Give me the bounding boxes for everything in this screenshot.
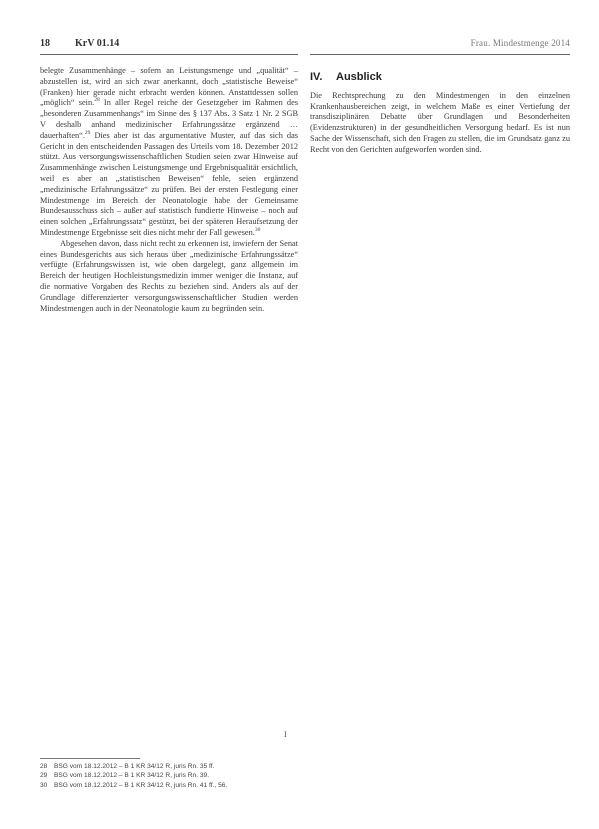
footnotes (40, 762, 340, 790)
footnote-text: BSG vom 18.12.2012 – B 1 KR 34/12 R, juris Rn. 41 ff., 56. (54, 781, 228, 789)
footnote-number: 29 (40, 772, 48, 780)
footnote-ref[interactable]: 29 (84, 130, 91, 137)
header-rule-right (310, 54, 570, 55)
page-header (40, 38, 570, 52)
footnote-ref[interactable]: 30 (254, 227, 261, 234)
section-heading (310, 72, 570, 83)
body-paragraph: Abgesehen davon, dass nicht recht zu erkennen ist, inwiefern der Senat eines Bundesgerichts aus sich heraus über „medizinische Erfahrungssätze“ verfügte (Erfahrungswissen ist, wie oben dargelegt, ganz allgemein im Bereich der heutigen Hochleistungsmedizin immer weniger die Instanz, auf die normative Vorgaben des Rechts zu beziehen sind. Anders als auf der Grundlage differenzierter versorgungswissenschaftlicher Studien werden Mindestmengen auch in der Neonatologie kaum zu begründen sein. (40, 238, 298, 313)
footnote-number: 28 (40, 763, 48, 770)
footnote-text: BSG vom 18.12.2012 – B 1 KR 34/12 R, juris Rn. 39. (54, 772, 210, 780)
journal-name: KrV 01.14 (75, 38, 120, 49)
section-number: IV. (310, 71, 323, 83)
footnote (40, 771, 340, 780)
paragraph-text: Dies aber ist das argumentative Muster, auf das sich das Gericht in den entscheidenden Passagen des Urteils vom 18. Dezember 2012 stützt. Aus versorgungswissenschaftlichen Studien seien zwar Hinweise auf Zusammenhänge zwischen Leistungsmenge und Ergebnisqualität ersichtlich, weil es aber an „statistischen Beweisen“ fehle, seien ergänzend „medizinische Erfahrungssätze“ zu prüfen. Bei der ersten Festlegung einer Mindestmenge im Bereich der Neonatologie habe der Gemeinsame Bundesausschuss sich – außer auf statistisch fundierte Hinweise – noch auf einen solchen „Erfahrungssatz“ gestützt, bei der späteren Heraufsetzung der Mindestmenge Ergebnisse seit dies nicht mehr der Fall gewesen. (40, 130, 298, 237)
header-rule-left (40, 54, 298, 55)
paragraph-text: In aller Regel reiche der Gesetzgeber im Rahmen des „besonderen Zusammenhangs“ im Sinne des § 137 Abs. 3 Satz 1 Nr. 2 SGB V deshalb anhand medizinischer Erfahrungssätze ergänzend … dauerhaften“. (40, 98, 298, 140)
footnote-number: 30 (40, 781, 48, 789)
right-column (310, 66, 570, 156)
body-paragraph: Die Rechtsprechung zu den Mindestmengen in den einzelnen Krankenhausbereichen zeigt, in welchem Maße es einer Vertiefung der transdisziplinären Debatte über Grundlagen und Besonderheiten (Evidenzstrukturen) in der gesundheitlichen Versorgung bedarf. Es ist nun Sache der Wissenschaft, sich den Fragen zu stellen, die im Grundsatz ganz zu Recht von den Gerichten aufgeworfen worden sind. (310, 90, 570, 154)
footnote-text: BSG vom 18.12.2012 – B 1 KR 34/12 R, juris Rn. 35 ff. (54, 763, 215, 770)
left-column (40, 66, 298, 314)
section-title: Ausblick (336, 71, 382, 83)
body-paragraph (40, 66, 298, 239)
footnote-ref[interactable]: 28 (94, 97, 100, 104)
footnote-rule (40, 758, 140, 759)
page-number: 18 (40, 38, 50, 49)
footnote (40, 762, 340, 771)
footnote (40, 781, 340, 790)
separator-mark: I (284, 730, 287, 739)
running-title: Frau. Mindestmenge 2014 (470, 38, 570, 48)
paragraph-text: belegte Zusammenhänge – sofern an Leistungsmenge und „qualität“ – abzustellen ist, wird an sich zwar anerkannt, doch „statistische Beweise“ (Franken) hier gerade nicht erbracht werden können. Anstattdessen sollen „möglich“ sein. (40, 66, 298, 108)
